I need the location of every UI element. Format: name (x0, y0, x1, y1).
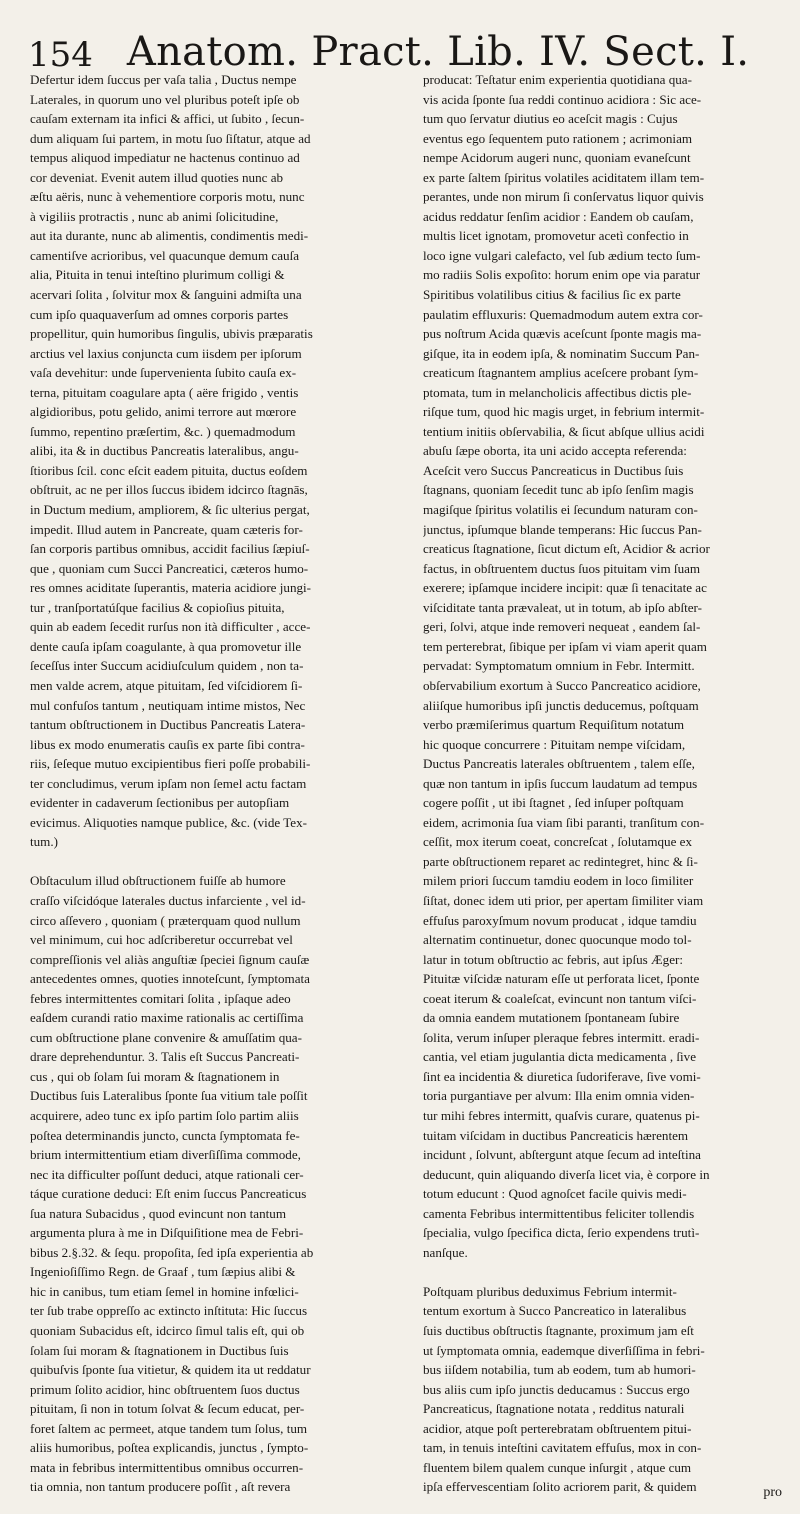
text-line: parte obſtructionem reparet ac redintegret, hinc & ſi- (423, 853, 698, 869)
text-line: tum quo ſervatur diutius eo aceſcit magis : Cujus (423, 111, 678, 127)
text-line: acquirere, adeo tunc ex ipſo partim ſolo partim aliis (30, 1107, 299, 1123)
text-line: bus aliis cum ipſo junctis deducamus : Succus ergo (423, 1381, 690, 1397)
text-line: tempus aliquod impediatur ne hactenus continuo ad (30, 150, 300, 166)
text-line: tur , tranſportatúſque facilius & copioſius pituita, (30, 599, 285, 615)
text-line: nec ita difficulter poſſunt deduci, atque rationali cer- (30, 1166, 304, 1182)
text-line: camenta Febribus intermittentibus feliciter tollendis (423, 1205, 695, 1221)
text-line: ſiſtat, donec idem uti prior, per apertam ſimiliter viam (423, 892, 704, 908)
text-line: alia, Pituita in tenui inteſtino plurimum colligi & (30, 267, 285, 283)
text-line: foret ſaltem ac permeet, atque tandem tum ſolus, tum (30, 1420, 308, 1436)
text-line: milem priori ſuccum tamdiu eodem in loco ſimiliter (423, 873, 694, 889)
text-line: ptomata, tum in melancholicis affectibus dictis ple- (423, 384, 692, 400)
text-line: bibus 2.§.32. & ſequ. propoſita, ſed ipſa experientia ab (30, 1244, 314, 1260)
text-line: viſciditate tanta prævaleat, ut in totum, ab ipſo abſter- (423, 599, 702, 615)
text-line: cantia, vel etiam jugulantia dicta medicamenta , ſive (423, 1049, 697, 1065)
text-line: factus, in obſtruentem ductus ſuos pituitam vim ſuam (423, 560, 701, 576)
text-line: riis, ſeſeque mutuo excipientibus fieri poſſe probabili- (30, 756, 311, 772)
text-line: men valde acrem, atque pituitam, ſed viſcidiorem ſi- (30, 677, 303, 693)
text-line: poſtea determinandis juncto, cuncta ſymptomata fe- (30, 1127, 300, 1143)
text-line: ex parte ſaltem ſpiritus volatiles aciditatem illam tem- (423, 169, 705, 185)
text-line: producat: Teſtatur enim experientia quotidiana qua- (423, 72, 692, 87)
text-line: magiſque ſpiritus volatilis ei ſecundum naturam con- (423, 502, 698, 518)
page-number: 154 (28, 35, 93, 75)
text-line: ipſa effervescentiam ſolito acriorem parit, & quidem (423, 1479, 697, 1495)
text-line: eventus ego ſequentem puto rationem ; acrimoniam (423, 130, 693, 146)
catchword: pro (763, 1485, 782, 1500)
text-line: tum.) (30, 834, 59, 850)
text-line: pus noſtrum Acida quævis aceſcunt ſponte magis ma- (423, 326, 702, 342)
text-line: nempe Acidorum augeri nunc, quoniam evaneſcunt (423, 150, 691, 166)
text-line: ſummo, repentino præſertim, &c. ) quemadmodum (30, 423, 296, 439)
text-line: pervadat: Symptomatum omnium in Febr. Intermitt. (423, 658, 695, 674)
text-line: latur in totum obſtructio ac febris, aut ipſus Æger: (423, 951, 684, 967)
text-line: fluentem bilem qualem cunque inſurgit , atque cum (423, 1459, 692, 1475)
text-line: mo radiis Solis expoſito: horum enim ope via paratur (423, 267, 701, 283)
text-line: aut ita durante, nunc ab alimentis, condimentis medi- (30, 228, 309, 244)
text-line: táque curatione deduci: Eſt enim ſuccus Pancreaticus (30, 1186, 307, 1202)
page-header (28, 10, 786, 75)
text-line: effuſus paroxyſmum novum producat , idque tamdiu (423, 912, 697, 928)
text-line: tia omnia, non tantum producere poſſit , aſt revera (30, 1479, 291, 1495)
text-line: primum ſolito acidior, hinc obſtruentem ſuos ductus (30, 1381, 300, 1397)
text-line: obſtruit, ac ne per illos ſuccus ibidem idcirco ſtagnās, (30, 482, 308, 498)
text-line: hic in canibus, tum etiam ſemel in homine infœlici- (30, 1283, 299, 1299)
text-line: ſint ea incidentia & diuretica ſudoriferave, ſive vomi- (423, 1068, 701, 1084)
text-line: riſque tum, quod hic magis urget, in febrium intermit- (423, 404, 705, 420)
text-line: tantum obſtructionem in Ductibus Pancreatis Latera- (30, 717, 306, 733)
text-line: acervari ſolita , ſolvitur mox & ſanguini admiſta una (30, 287, 302, 303)
text-line: ſan corporis partibus omnibus, accidit facilius ſæpiuſ- (30, 541, 310, 557)
text-line: evicimus. Aliquoties namque publice, &c. (vide Tex- (30, 814, 308, 830)
text-line: tentium initiis obſervabilia, & ſicut abſque ullius acidi (423, 423, 705, 439)
text-line: multis licet ignotam, promovetur acetì confectio in (423, 228, 689, 244)
text-line: pituitam, ſi non in totum ſolvat & ſecum educat, per- (30, 1401, 305, 1417)
text-line (423, 1262, 795, 1282)
text-line: Pancreaticus, ſtagnatione notata , redditus naturali (423, 1401, 685, 1417)
text-line: tam, in tenuis inteſtini cavitatem effuſus, mox in con- (423, 1440, 702, 1456)
text-line: ſolam ſui moram & ſtagnationem in Ductibus ſuis (30, 1342, 289, 1358)
text-line: da omnia eandem mutationem ſpontaneam ſubire (423, 1010, 680, 1026)
text-line: cum ipſo quaquaverſum ad omnes corporis partes (30, 306, 289, 322)
text-line: evidenter in cadaverum ſectionibus per autopſiam (30, 795, 290, 811)
text-line: hic quoque concurrere : Pituitam nempe viſcidam, (423, 736, 686, 752)
text-line: exerere; ipſamque incidere incipit: quæ ſi tenacitate ac (423, 580, 707, 596)
text-line: deducunt, quin aliquando diverſa licet via, è corpore in (423, 1166, 710, 1182)
text-line: que , quoniam cum Succi Pancreatici, cæteros humo- (30, 560, 309, 576)
text-line: ſtagnans, quoniam ſecedit tunc ab ipſo ſenſim magis (423, 482, 694, 498)
text-line: Ductus Pancreatis laterales obſtruentem , talem eſſe, (423, 756, 695, 772)
text-line: quibuſvis ſponte ſua vitietur, & quidem ita ut reddatur (30, 1362, 311, 1378)
text-line: vaſa devehitur: unde ſupervenienta ſubito cauſa ex- (30, 365, 297, 381)
text-line: tur mihi febres intermitt, quaſvis curare, quatenus pi- (423, 1107, 700, 1123)
text-line: Ductibus ſuis Lateralibus ſponte ſua vitium tale poſſit (30, 1088, 308, 1104)
text-line: ter ſub trabe oppreſſo ac extincto inſtituta: Hic ſuccus (30, 1303, 308, 1319)
text-line: geri, ſolvi, atque inde removeri nequeat , eandem ſal- (423, 619, 701, 635)
text-line: vel minimum, cui hoc adſcriberetur occurrebat vel (30, 932, 293, 948)
text-line: cus , qui ob ſolam ſui moram & ſtagnationem in (30, 1068, 280, 1084)
text-line: Ingenioſiſſimo Regn. de Graaf , tum ſæpius alibi & (30, 1264, 296, 1280)
text-line: eidem, acrimonia ſua viam ſibi paranti, tranſitum con- (423, 814, 705, 830)
text-line: algidioribus, potu gelido, animi terrore aut mœrore (30, 404, 297, 420)
text-line: mata in febribus intermittentibus omnibus occurren- (30, 1459, 304, 1475)
text-line: tentum exortum à Succo Pancreatico in lateralibus (423, 1303, 687, 1319)
text-line: incidunt , ſolvunt, abſtergunt atque ſecum ad inteſtina (423, 1147, 701, 1163)
text-line: paulatim effluxuris: Quemadmodum autem extra cor- (423, 306, 703, 322)
text-line: coeat iterum & coaleſcat, evincunt non tantum viſci- (423, 990, 697, 1006)
text-line: Pituitæ viſcidæ naturam eſſe ut perforata licet, ſponte (423, 971, 700, 987)
text-line: ceſſit, mox iterum coeat, concreſcat , ſolutamque ex (423, 834, 693, 850)
text-line: alternatim continuetur, donec quocunque modo tol- (423, 932, 692, 948)
text-line: febres intermittentes comitari ſolita , ipſaque adeo (30, 990, 291, 1006)
text-line: ſuis ductibus obſtructis ſtagnante, proximum jam eſt (423, 1323, 694, 1338)
text-line: æſtu aëris, nunc à vehementiore corporis motu, nunc (30, 189, 305, 205)
text-line: antecedentes omnes, quoties innoteſcunt, ſymptomata (30, 971, 310, 987)
text-line (30, 852, 408, 872)
text-line: nanſque. (423, 1244, 468, 1260)
text-line: cauſam externam ita infici & affici, ut ſubito , ſecun- (30, 111, 305, 127)
text-line: abuſu ſæpe oborta, ita uni acido accepta referenda: (423, 443, 687, 459)
text-line: ſpecialia, vulgo ſpecifica dicta, ſerio expendens trutì- (423, 1225, 700, 1241)
text-line: quin ab eadem ſecedit rurſus non ità difficulter , acce- (30, 619, 311, 635)
text-line: toria purgantiave per alvum: Illa enim omnia viden- (423, 1088, 695, 1104)
right-text-column (423, 70, 795, 1497)
text-line: res omnes aciditate ſuperantis, materia acidiore jungi- (30, 580, 312, 596)
text-line: junctus, ipſumque blande temperans: Hic ſuccus Pan- (423, 521, 702, 537)
text-line: argumenta plura à me in Diſquiſitione mea de Febri- (30, 1225, 304, 1241)
text-line: aliis humoribus, poſtea explicandis, junctus , ſympto- (30, 1440, 309, 1456)
text-line: ſua natura Subacidus , quod evincunt non tantum (30, 1205, 287, 1221)
left-text-column (30, 70, 408, 1497)
text-line: perantes, unde non mirum ſi conſervatus liquor quivis (423, 189, 704, 205)
text-line: Defertur idem ſuccus per vaſa talia , Ductus nempe (30, 72, 297, 87)
text-line: propellitur, quin humoribus ſingulis, ubivis præparatis (30, 326, 313, 342)
text-line: acidior, atque poſt perterebratam obſtruentem pitui- (423, 1420, 692, 1436)
text-line: à vigiliis protractis , nunc ab animi ſolicitudine, (30, 208, 279, 224)
text-line: loco igne vulgari calefacto, vel ſub ædium tecto ſum- (423, 247, 701, 263)
text-line: libus ex modo enumeratis cauſis ex parte ſibi contra- (30, 736, 305, 752)
text-line: quoniam Subacidus eſt, idcirco ſimul talis eſt, qui ob (30, 1323, 305, 1338)
text-line: Laterales, in quorum uno vel pluribus poteſt ipſe ob (30, 91, 300, 107)
text-line: tuitam viſcidam in ductibus Pancreaticis hærentem (423, 1127, 689, 1143)
text-line: giſque, ita in eodem ipſa, & nominatim Succum Pan- (423, 345, 700, 361)
text-line: quæ non tantum in ipſis ſuccum laudatum ad tempus (423, 775, 698, 791)
text-line: bus iiſdem notabilia, tum ab eodem, tum ab humori- (423, 1362, 696, 1378)
text-line: ter concludimus, verum ipſam non ſemel actu factam (30, 775, 307, 791)
text-line: ſeceſſus inter Succum acidiuſculum quidem , non ta- (30, 658, 304, 674)
text-line: impedit. Illud autem in Pancreate, quam cæteris for- (30, 521, 303, 537)
text-line: arctius vel laxius conjuncta cum iisdem per ipſorum (30, 345, 302, 361)
text-line: camentiſve acrioribus, vel quacunque demum cauſa (30, 247, 300, 263)
text-line: creaticus ſtagnatione, ſicut dictum eſt, Acidior & acrior (423, 541, 710, 557)
text-line: craſſo viſcidóque laterales ductus infarciente , vel id- (30, 892, 306, 908)
text-line: mul confuſos tantum , neutiquam intime mistos, Nec (30, 697, 306, 713)
text-line: circo aſſevero , quoniam ( præterquam quod nullum (30, 912, 301, 928)
text-line: ſtioribus ſcil. conc eſcit eadem pituita, ductus eoſdem (30, 462, 308, 478)
text-line: verbo præmiſerimus quartum Requiſitum notatum (423, 717, 685, 733)
text-line: ſolita, verum inſuper pleraque febres intermitt. eradi- (423, 1029, 700, 1045)
text-line: dum aliquam ſui partem, in motu ſuo ſiſtatur, atque ad (30, 130, 311, 146)
text-line: Poſtquam pluribus deduximus Febrium intermit- (423, 1283, 677, 1299)
text-line: acidus reddatur ſenſim acidior : Eandem ob cauſam, (423, 208, 694, 224)
text-line: cor deveniat. Evenit autem illud quoties nunc ab (30, 169, 284, 185)
text-line: obſervabilium exortum à Succo Pancreatico acidiore, (423, 677, 701, 693)
text-line: in Ductum medium, ampliorem, & ſic ulterius pergat, (30, 502, 310, 518)
text-line: alibi, ita & in ductibus Pancreatis lateralibus, angu- (30, 443, 299, 459)
text-line: Aceſcit vero Succus Pancreaticus in Ductibus ſuis (423, 462, 684, 478)
text-line: vis acida ſponte ſua reddi continuo acidiora : Sic ace- (423, 91, 702, 107)
text-line: cogere poſſit , ut ibi ſtagnet , ſed inſuper poſtquam (423, 795, 684, 811)
text-line: compreſſionis vel aliàs anguſtiæ ſpeciei ſignum cauſæ (30, 951, 310, 967)
text-line: creaticum ſtagnantem amplius aceſcere probant ſym- (423, 365, 699, 381)
text-line: cum obſtructione plane convenire & amuſſatim qua- (30, 1029, 302, 1045)
text-line: eaſdem curandi ratio maxime rationalis ac certiſſima (30, 1010, 304, 1026)
text-line: dente cauſa ipſam coagulante, à qua promovetur ille (30, 638, 302, 654)
text-line: Spiritibus volatilibus citius & facilius ſic ex parte (423, 287, 681, 303)
text-line: aliiſque humoribus ipſi junctis deducemus, poſtquam (423, 697, 699, 713)
text-line: Obſtaculum illud obſtructionem fuiſſe ab humore (30, 873, 286, 889)
text-line: tem perterebrat, ſibique per ipſam vi viam aperit quam (423, 638, 707, 654)
running-title: Anatom. Pract. Lib. IV. Sect. I. (126, 29, 750, 75)
text-line: terna, pituitam coagulare apta ( aëre frigido , ventis (30, 384, 299, 400)
text-line: brium intermittentium etiam diverſiſſima commode, (30, 1147, 301, 1163)
text-line: ut ſymptomata omnia, eademque diverſiſſima in febri- (423, 1342, 705, 1358)
text-line: totum educunt : Quod agnoſcet facile quivis medi- (423, 1186, 687, 1202)
text-line: drare deprehenduntur. 3. Talis eſt Succus Pancreati- (30, 1049, 300, 1065)
